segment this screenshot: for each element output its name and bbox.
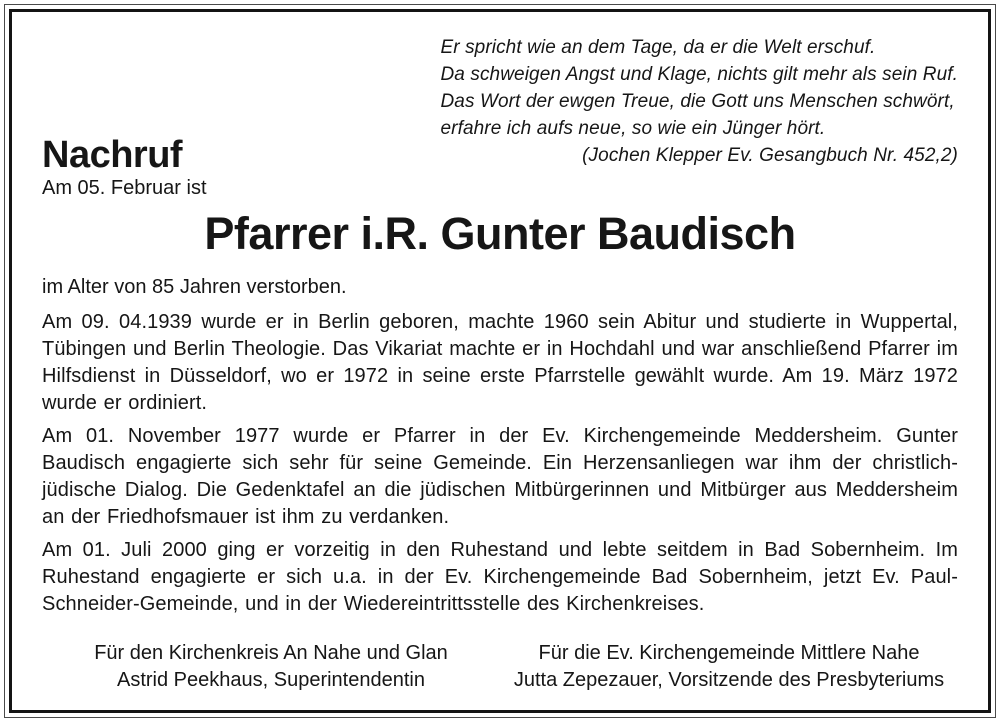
biography-paragraph: Am 01. November 1977 wurde er Pfarrer in der Ev. Kirchengemeinde Meddersheim. Gunter Baudisch engagierte sich sehr für seine Gemeinde. Ein Herzensanliegen war ihm der christlich-jüdische Dialog. Die Gedenktafel an die jüdischen Mitbürgerinnen und Mitbürger aus Meddersheim an der Friedhofsmauer ist ihm zu verdanken. [42,425,958,528]
signature-org: Für die Ev. Kirchengemeinde Mittlere Nahe [538,642,920,664]
signatures-row [42,640,958,694]
top-section [42,34,958,202]
hymn-quote-line: Er spricht wie an dem Tage, da er die Welt erschuf. [440,37,876,58]
hymn-quote-attribution: (Jochen Klepper Ev. Gesangbuch Nr. 452,2) [582,145,958,166]
hymn-quote-line: Das Wort der ewgen Treue, die Gott uns Menschen schwört, [440,91,955,112]
death-date-line: Am 05. Februar ist [42,177,207,199]
signature-kirchengemeinde [500,640,958,694]
hymn-quote-line: erfahre ich aufs neue, so wie ein Jünger hört. [440,118,826,139]
biography-paragraph: Am 01. Juli 2000 ging er vorzeitig in den Ruhestand und lebte seitdem in Bad Sobernheim. Im Ruhestand engagierte er sich u.a. in der Ev. Kirchengemeinde Bad Sobernheim, jetzt Ev. Paul-Schneider-Gemeinde, und in der Wiedereintrittsstelle des Kirchenkreises. [42,539,958,615]
signature-name: Astrid Peekhaus, Superintendentin [117,669,425,691]
section-label: Nachruf [42,134,183,176]
hymn-quote [440,34,958,169]
deceased-name: Pfarrer i.R. Gunter Baudisch [204,208,796,259]
signature-org: Für den Kirchenkreis An Nahe und Glan [94,642,448,664]
age-line: im Alter von 85 Jahren verstorben. [42,276,347,298]
hymn-quote-line: Da schweigen Angst und Klage, nichts gilt mehr als sein Ruf. [440,64,958,85]
signature-name: Jutta Zepezauer, Vorsitzende des Presbyteriums [513,669,945,691]
heading-block [42,135,207,202]
notice-content [12,12,988,710]
biography-paragraph: Am 09. 04.1939 wurde er in Berlin geboren, machte 1960 sein Abitur und studierte in Wuppertal, Tübingen und Berlin Theologie. Das Vikariat machte er in Hochdahl und war anschließend Pfarrer im Hilfsdienst in Düsseldorf, wo er 1972 in seine erste Pfarrstelle gewählt wurde. Am 19. März 1972 wurde er ordiniert. [42,311,958,414]
signature-kirchenkreis [42,640,500,694]
